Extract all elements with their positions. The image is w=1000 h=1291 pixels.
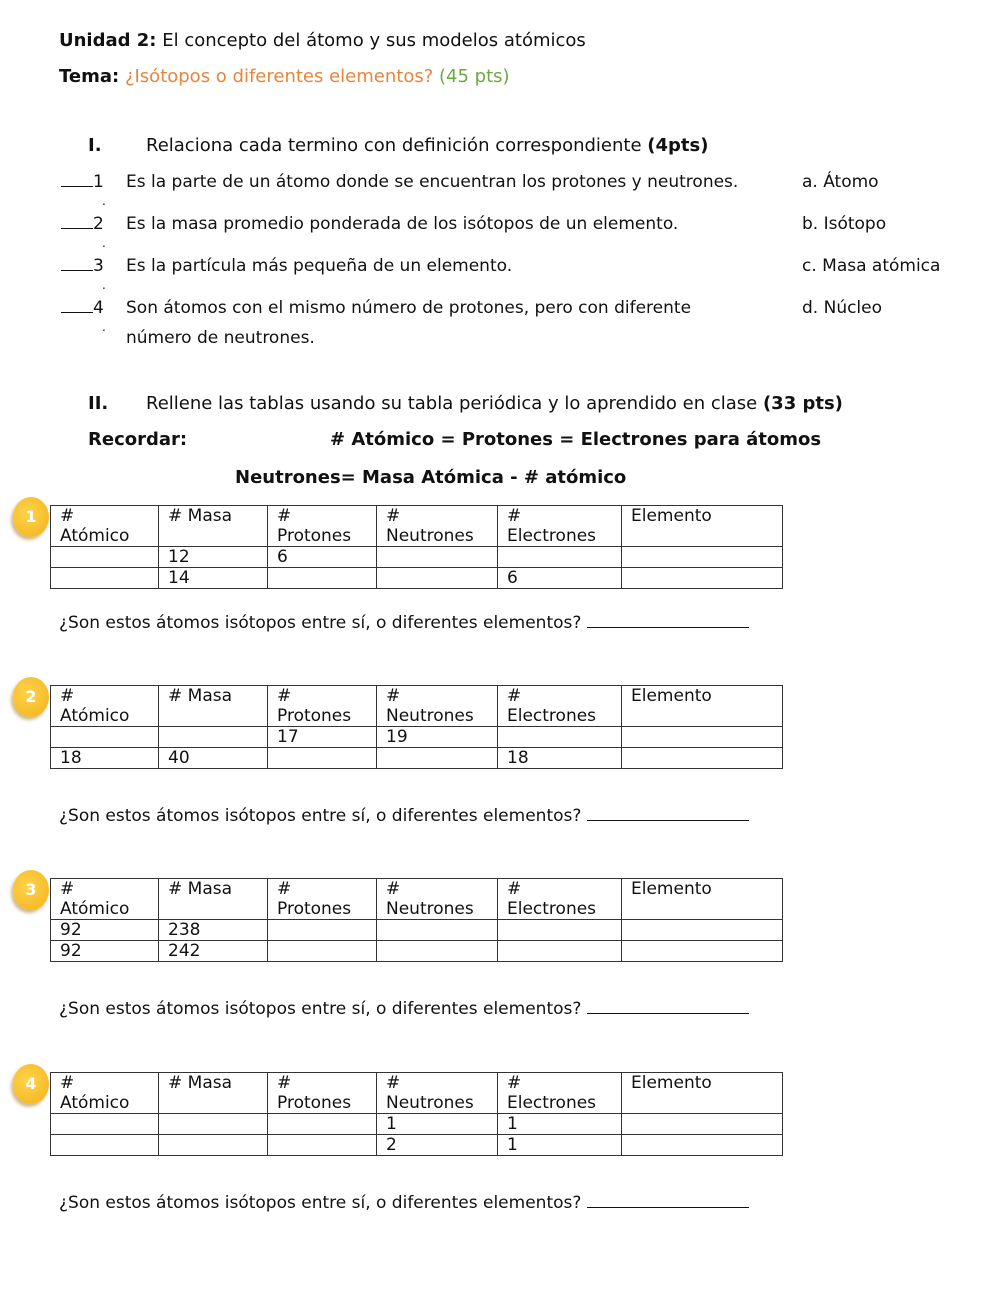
header-line: # [60,879,75,899]
isotope-question [59,999,749,1019]
table-header-row [51,879,783,920]
table-header-row [51,506,783,547]
header-line: # Masa [168,506,233,526]
table-number-badge: 1 [13,497,49,537]
answer-blank[interactable] [61,298,93,313]
table-cell[interactable] [51,547,159,568]
section2-numeral: II. [88,393,109,414]
table-cell[interactable] [622,920,783,941]
table-cell[interactable] [377,941,498,962]
answer-line[interactable] [587,820,749,821]
header-line: # [507,1073,522,1093]
table-cell[interactable] [51,727,159,748]
table-cell[interactable]: 12 [159,547,268,568]
column-header [159,506,268,547]
header-line: # [277,506,292,526]
answer-blank[interactable] [61,172,93,187]
table-cell[interactable]: 6 [498,568,622,589]
isotope-question [59,806,749,826]
section2-heading [88,393,843,414]
table-cell[interactable]: 18 [51,748,159,769]
table-cell[interactable] [377,568,498,589]
answer-line[interactable] [587,1013,749,1014]
table-cell[interactable] [622,727,783,748]
unit-title: El concepto del átomo y sus modelos atómicos [162,30,586,51]
table-row [51,568,783,589]
column-header [498,1073,622,1114]
table-cell[interactable] [622,547,783,568]
table-cell[interactable] [268,568,377,589]
remember-label: Recordar: [88,429,188,450]
table-header-row [51,1073,783,1114]
table-row [51,920,783,941]
table-cell[interactable] [268,941,377,962]
column-header [51,1073,159,1114]
table-cell[interactable] [268,1114,377,1135]
table-cell[interactable]: 2 [377,1135,498,1156]
header-line: Electrones [507,706,597,726]
matching-item [61,298,104,318]
column-header [498,879,622,920]
table-cell[interactable]: 14 [159,568,268,589]
period: . [102,320,106,334]
column-header [268,506,377,547]
table-cell[interactable] [622,748,783,769]
item-number: 2 [93,214,104,234]
table-cell[interactable] [51,1114,159,1135]
answer-blank[interactable] [61,256,93,271]
column-header [268,879,377,920]
section2-points: (33 pts) [762,393,843,414]
question-text: ¿Son estos átomos isótopos entre sí, o diferentes elementos? [59,613,582,633]
header-line: Electrones [507,526,597,546]
topic-heading [59,66,510,87]
table-cell[interactable] [498,727,622,748]
matching-item [61,172,104,192]
header-line: # [277,879,292,899]
period: . [102,236,106,250]
column-header [268,1073,377,1114]
table-cell[interactable]: 40 [159,748,268,769]
table-number-badge: 4 [13,1064,49,1104]
section1-points: (4pts) [647,135,709,156]
term-option: c. Masa atómica [802,256,941,276]
column-header [498,686,622,727]
header-line: Elemento [631,506,712,526]
header-line: # [60,1073,75,1093]
header-line: # [60,686,75,706]
header-line: Protones [277,1093,352,1113]
table-cell[interactable]: 1 [498,1114,622,1135]
topic-label: Tema: [59,66,120,87]
atom-table [50,878,783,962]
atom-table [50,1072,783,1156]
unit-heading [59,30,586,51]
header-line: # [60,506,75,526]
table-cell[interactable] [498,920,622,941]
table-number-badge: 3 [13,870,49,910]
item-number: 1 [93,172,104,192]
table-cell[interactable] [622,568,783,589]
isotope-question [59,613,749,633]
unit-label: Unidad 2: [59,30,157,51]
table-cell[interactable] [268,1135,377,1156]
topic-title: ¿Isótopos o diferentes elementos? [124,66,434,87]
header-line: Neutrones [386,1093,474,1113]
header-line: # Masa [168,686,233,706]
table-cell[interactable]: 92 [51,941,159,962]
matching-item [61,214,104,234]
column-header [51,686,159,727]
table-row [51,547,783,568]
column-header [159,686,268,727]
header-line: Electrones [507,899,597,919]
table-cell[interactable] [377,748,498,769]
table-cell[interactable]: 238 [159,920,268,941]
item-number: 4 [93,298,104,318]
header-line: Atómico [60,526,130,546]
section1-heading [88,135,708,156]
table-cell[interactable] [377,547,498,568]
header-line: Atómico [60,706,130,726]
question-text: ¿Son estos átomos isótopos entre sí, o diferentes elementos? [59,806,582,826]
term-option: b. Isótopo [802,214,887,234]
header-line: Atómico [60,899,130,919]
atom-table [50,505,783,589]
column-header [51,879,159,920]
item-definition-continued: número de neutrones. [126,328,315,348]
column-header [622,506,783,547]
item-definition: Es la parte de un átomo donde se encuentran los protones y neutrones. [126,172,739,192]
table-cell[interactable] [498,547,622,568]
period: . [102,278,106,292]
header-line: # [507,879,522,899]
period: . [102,194,106,208]
header-line: Protones [277,899,352,919]
column-header [51,506,159,547]
header-line: Elemento [631,686,712,706]
column-header [622,1073,783,1114]
section1-instruction: Relaciona cada termino con definición correspondiente [146,135,642,156]
column-header [268,686,377,727]
table-row [51,748,783,769]
table-cell[interactable] [622,1135,783,1156]
table-cell[interactable] [498,941,622,962]
table-cell[interactable] [377,920,498,941]
header-line: # [277,686,292,706]
header-line: # Masa [168,879,233,899]
term-option: d. Núcleo [802,298,883,318]
table-cell[interactable] [51,1135,159,1156]
atom-table [50,685,783,769]
column-header [377,686,498,727]
header-line: # [386,1073,401,1093]
matching-item [61,256,104,276]
table-cell[interactable] [268,920,377,941]
header-line: # [507,506,522,526]
header-line: Neutrones [386,899,474,919]
header-line: Protones [277,706,352,726]
table-cell[interactable] [159,727,268,748]
item-definition: Son átomos con el mismo número de protones, pero con diferente [126,298,692,318]
column-header [377,879,498,920]
table-row [51,1135,783,1156]
formula-protons: # Atómico = Protones = Electrones para átomos [330,429,822,450]
column-header [377,1073,498,1114]
answer-blank[interactable] [61,214,93,229]
table-number-badge: 2 [13,677,49,717]
table-cell[interactable]: 6 [268,547,377,568]
header-line: # [386,879,401,899]
topic-points: (45 pts) [439,66,510,87]
isotope-question [59,1193,749,1213]
table-row [51,1114,783,1135]
table-cell[interactable]: 17 [268,727,377,748]
table-cell[interactable]: 1 [498,1135,622,1156]
table-cell[interactable]: 242 [159,941,268,962]
section1-numeral: I. [88,135,102,156]
question-text: ¿Son estos átomos isótopos entre sí, o diferentes elementos? [59,999,582,1019]
table-cell[interactable]: 92 [51,920,159,941]
header-line: Neutrones [386,706,474,726]
item-definition: Es la partícula más pequeña de un elemento. [126,256,513,276]
question-text: ¿Son estos átomos isótopos entre sí, o diferentes elementos? [59,1193,582,1213]
table-cell[interactable] [622,1114,783,1135]
table-row [51,941,783,962]
column-header [159,1073,268,1114]
header-line: # Masa [168,1073,233,1093]
header-line: # [507,686,522,706]
header-line: Electrones [507,1093,597,1113]
header-line: Elemento [631,1073,712,1093]
item-number: 3 [93,256,104,276]
table-cell[interactable] [159,1114,268,1135]
table-cell[interactable]: 19 [377,727,498,748]
header-line: Atómico [60,1093,130,1113]
item-definition: Es la masa promedio ponderada de los isótopos de un elemento. [126,214,679,234]
table-cell[interactable]: 1 [377,1114,498,1135]
table-row [51,727,783,748]
column-header [498,506,622,547]
table-cell[interactable] [622,941,783,962]
table-cell[interactable]: 18 [498,748,622,769]
header-line: Neutrones [386,526,474,546]
column-header [377,506,498,547]
header-line: # [386,506,401,526]
column-header [622,686,783,727]
header-line: Elemento [631,879,712,899]
term-option: a. Átomo [802,172,879,192]
formula-neutrons: Neutrones= Masa Atómica - # atómico [235,467,627,488]
table-header-row [51,686,783,727]
table-cell[interactable] [51,568,159,589]
answer-line[interactable] [587,627,749,628]
column-header [159,879,268,920]
table-cell[interactable] [268,748,377,769]
answer-line[interactable] [587,1207,749,1208]
section2-instruction: Rellene las tablas usando su tabla periódica y lo aprendido en clase [146,393,758,414]
header-line: # [277,1073,292,1093]
header-line: Protones [277,526,352,546]
table-cell[interactable] [159,1135,268,1156]
header-line: # [386,686,401,706]
column-header [622,879,783,920]
